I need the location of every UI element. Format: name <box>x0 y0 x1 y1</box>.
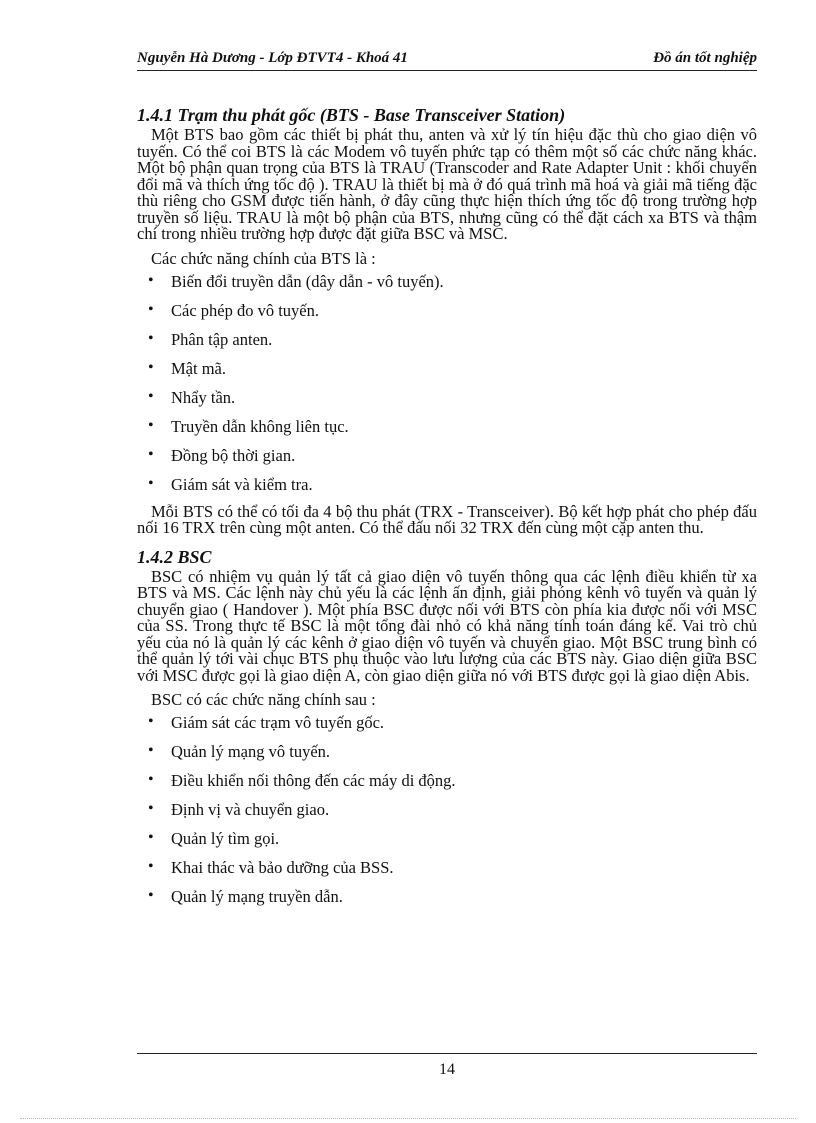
section-heading-bts: 1.4.1 Trạm thu phát gốc (BTS - Base Transceiver Station) <box>137 105 566 125</box>
bullet-icon: • <box>148 742 154 759</box>
list-item-text: Giám sát và kiểm tra. <box>171 474 313 494</box>
list-item-text: Quản lý mạng truyền dẫn. <box>171 887 343 906</box>
list-item-text: Quản lý tìm gọi. <box>171 829 280 848</box>
bullet-icon: • <box>148 858 154 875</box>
list-item <box>137 446 757 466</box>
list-item-text: Các phép đo vô tuyến. <box>171 300 320 320</box>
bsc-functions-intro: BSC có các chức năng chính sau : <box>151 690 376 709</box>
bullet-icon: • <box>148 358 154 376</box>
list-item <box>137 742 757 762</box>
bts-functions-intro: Các chức năng chính của BTS là : <box>151 248 376 268</box>
list-item <box>137 475 757 495</box>
page-content <box>137 103 757 916</box>
list-item-text: Quản lý mạng vô tuyến. <box>171 742 331 761</box>
list-item <box>137 272 757 292</box>
bullet-icon: • <box>148 829 154 846</box>
bullet-icon: • <box>148 416 154 434</box>
list-item-text: Mật mã. <box>171 358 226 378</box>
bullet-icon: • <box>148 887 154 904</box>
bullet-icon: • <box>148 387 154 405</box>
bullet-icon: • <box>148 474 154 492</box>
list-item-text: Nhẩy tần. <box>171 387 236 407</box>
page-number: 14 <box>439 1061 455 1078</box>
list-item <box>137 417 757 437</box>
bullet-icon: • <box>148 771 154 788</box>
list-item <box>137 359 757 379</box>
list-item <box>137 771 757 791</box>
list-item <box>137 887 757 907</box>
list-item <box>137 301 757 321</box>
section-heading-bsc: 1.4.2 BSC <box>137 546 212 567</box>
bullet-icon: • <box>148 713 154 730</box>
list-item <box>137 829 757 849</box>
list-item <box>137 330 757 350</box>
bullet-icon: • <box>148 329 154 347</box>
header-document-type: Đồ án tốt nghiệp <box>653 50 757 66</box>
header-author-class: Nguyễn Hà Dương - Lớp ĐTVT4 - Khoá 41 <box>137 50 408 66</box>
list-item-text: Giám sát các trạm vô tuyến gốc. <box>171 713 385 732</box>
page-bottom-divider <box>20 1118 796 1119</box>
bts-description-paragraph: Một BTS bao gồm các thiết bị phát thu, anten và xử lý tín hiệu đặc thù cho giao diện vô tuyến. Có thể coi BTS là các Modem vô tuyến phức tạp có thêm một số các chức năng khác. Một bộ phận quan trọng của BTS là TRAU (Transcoder and Rate Adapter Unit : khối chuyển đổi mã và thích ứng tốc độ ). TRAU là thiết bị mà ở đó quá trình mã hoá và giải mã tiếng đặc thù riêng cho GSM được tiến hành, ở đây cũng thực hiện thích ứng tốc độ trong trường hợp truyền số liệu. TRAU là một bộ phận của BTS, nhưng cũng có thể đặt cách xa BTS và thậm chí trong nhiều trường hợp được đặt giữa BSC và MSC. <box>137 125 757 243</box>
bullet-icon: • <box>148 300 154 318</box>
list-item <box>137 800 757 820</box>
bts-functions-list <box>137 272 757 495</box>
bsc-description-paragraph: BSC có nhiệm vụ quản lý tất cả giao diện vô tuyến thông qua các lệnh điều khiển từ xa BTS và MS. Các lệnh này chủ yếu là các lệnh ấn định, giải phóng kênh vô tuyến và quản lý chuyển giao ( Handover ). Một phía BSC được nối với BTS còn phía kia được nối với MSC của SS. Trong thực tế BSC là một tổng đài nhỏ có khả năng tính toán đáng kể. Vai trò chủ yếu của nó là quản lý các kênh ở giao diện vô tuyến và chuyển giao. Một BSC trung bình có thể quản lý tới vài chục BTS phụ thuộc vào lưu lượng của các BTS này. Giao diện giữa BSC với MSC được gọi là giao diện A, còn giao diện giữa nó với BTS được gọi là giao diện Abis. <box>137 566 757 685</box>
bullet-icon: • <box>148 800 154 817</box>
page-footer <box>137 1053 757 1078</box>
bullet-icon: • <box>148 445 154 463</box>
list-item-text: Định vị và chuyển giao. <box>171 800 330 819</box>
list-item-text: Điều khiển nối thông đến các máy di động. <box>171 771 456 790</box>
list-item-text: Biến đổi truyền dẫn (dây dẫn - vô tuyến). <box>171 271 444 291</box>
bsc-functions-list <box>137 713 757 907</box>
list-item <box>137 713 757 733</box>
list-item-text: Phân tập anten. <box>171 329 273 349</box>
list-item <box>137 388 757 408</box>
list-item-text: Khai thác và bảo dưỡng của BSS. <box>171 858 394 877</box>
list-item <box>137 858 757 878</box>
bullet-icon: • <box>148 271 154 289</box>
page-header <box>137 48 757 71</box>
list-item-text: Truyền dẫn không liên tục. <box>171 416 349 436</box>
bts-closing-paragraph: Mỗi BTS có thể có tối đa 4 bộ thu phát (TRX - Transceiver). Bộ kết hợp phát cho phép đấu nối 16 TRX trên cùng một anten. Có thể đấu nối 32 TRX đến cùng một cặp anten thu. <box>137 501 757 537</box>
list-item-text: Đồng bộ thời gian. <box>171 445 296 465</box>
